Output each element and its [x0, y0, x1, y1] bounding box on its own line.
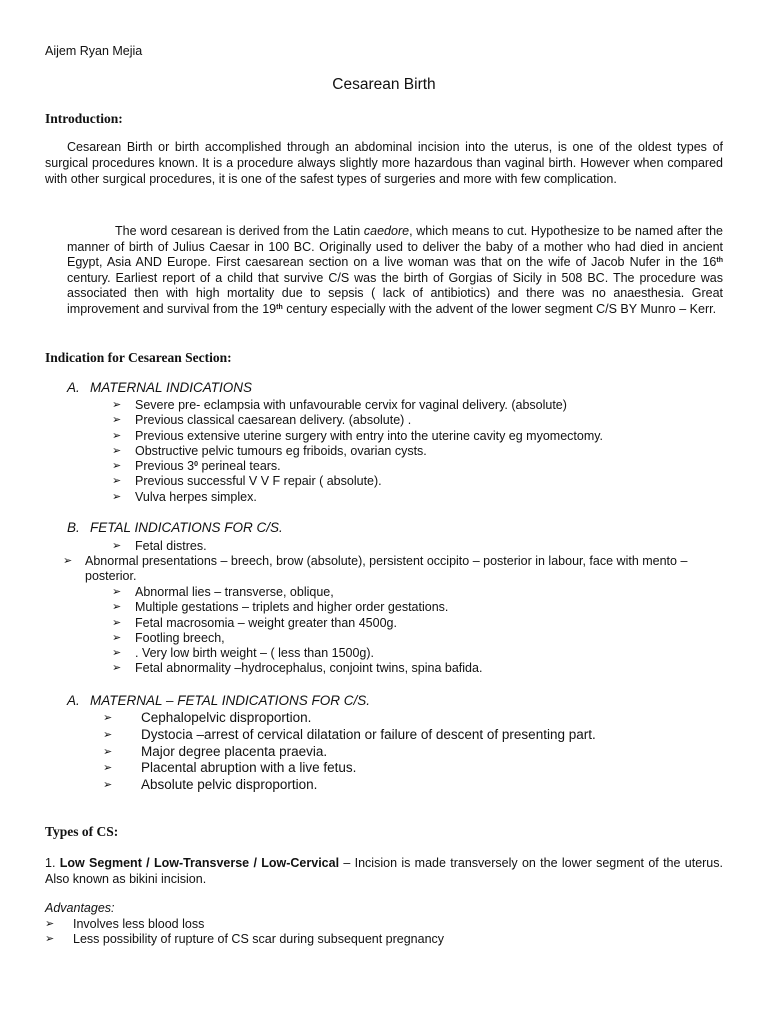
intro-paragraph-2	[67, 224, 723, 317]
list-item: ➢ Previous classical caesarean delivery. (absolute) .	[112, 413, 412, 428]
arrow-bullet-icon: ➢	[112, 662, 122, 675]
arrow-bullet-icon: ➢	[112, 490, 122, 503]
author-name: Aijem Ryan Mejia	[45, 44, 143, 58]
indication-heading: Indication for Cesarean Section:	[45, 350, 232, 365]
p2-italic-word: caedore	[363, 224, 410, 238]
section-title: MATERNAL INDICATIONS	[90, 380, 253, 395]
list-item: ➢ Involves less blood loss	[45, 917, 205, 931]
list-item: ➢ Cephalopelvic disproportion.	[103, 710, 312, 725]
item-description: – Incision is made transversely on the lower segment of the uterus. Also known as bikini incision.	[45, 856, 723, 886]
arrow-bullet-icon: ➢	[112, 601, 122, 614]
fetal-indications-list	[112, 585, 732, 677]
item-bold-title: Low Segment / Low-Transverse / Low-Cervical	[59, 856, 340, 870]
list-item: ➢ Fetal macrosomia – weight greater than 4500g.	[112, 615, 397, 630]
advantages-label: Advantages:	[45, 901, 115, 915]
introduction-heading: Introduction:	[45, 111, 123, 126]
list-item: ➢ Previous $3^0$ perineal tears.	[112, 459, 281, 474]
section-letter: B.	[67, 520, 80, 535]
list-item: ➢ Dystocia –arrest of cervical dilatation or failure of descent of presenting part.	[103, 726, 596, 742]
list-item: ➢ Fetal abnormality –hydrocephalus, conjoint twins, spina bafida.	[112, 661, 483, 676]
section-title: MATERNAL – FETAL INDICATIONS FOR C/S.	[90, 693, 371, 708]
list-item: ➢ Less possibility of rupture of CS scar during subsequent pregnancy	[45, 932, 445, 947]
arrow-bullet-icon: ➢	[112, 414, 122, 427]
maternal-fetal-indications-title	[67, 693, 370, 708]
list-item: ➢ Previous extensive uterine surgery with entry into the uterine cavity eg myomectomy.	[112, 428, 604, 443]
arrow-bullet-icon: ➢	[103, 728, 113, 741]
maternal-fetal-indications-list	[103, 710, 723, 794]
list-item: ➢ Obstructive pelvic tumours eg friboids, ovarian cysts.	[112, 443, 427, 458]
p2-text-a: The word cesarean is derived from the Latin	[115, 224, 364, 238]
arrow-bullet-icon: ➢	[45, 918, 55, 930]
document-title: Cesarean Birth	[332, 76, 436, 93]
section-letter: A.	[67, 380, 80, 395]
list-item: ➢ Abnormal lies – transverse, oblique,	[112, 585, 334, 599]
list-item: ➢ Footling breech,	[112, 630, 225, 645]
arrow-bullet-icon: ➢	[112, 616, 122, 629]
arrow-bullet-icon: ➢	[112, 399, 122, 411]
list-item: ➢ Fetal distres.	[112, 539, 207, 553]
p2-superscript-2: th	[276, 303, 283, 311]
list-item: ➢ Severe pre- eclampsia with unfavourable cervix for vaginal delivery. (absolute)	[112, 398, 567, 412]
arrow-bullet-icon: ➢	[112, 631, 122, 644]
intro-paragraph-1: Cesarean Birth or birth accomplished through an abdominal incision into the uterus, is one of the oldest types of surgical procedures known. It is a procedure always slightly more hazardous than vaginal birth. However when compared with other surgical procedures, it is one of the safest types of surgeries and more with few complication.	[45, 140, 723, 186]
arrow-bullet-icon: ➢	[63, 555, 73, 567]
arrow-bullet-icon: ➢	[103, 745, 113, 758]
arrow-bullet-icon: ➢	[112, 429, 122, 442]
maternal-indications-list	[112, 398, 732, 505]
maternal-indications-title	[67, 380, 252, 395]
fetal-first-list	[112, 539, 732, 554]
fetal-outer-list	[63, 554, 723, 585]
list-item: ➢ Abnormal presentations – breech, brow (absolute), persistent occipito – posterior in labour, face with mento – posterior.	[63, 554, 688, 584]
arrow-bullet-icon: ➢	[112, 647, 122, 660]
advantages-list	[45, 917, 723, 948]
section-title: FETAL INDICATIONS FOR C/S.	[90, 520, 283, 535]
arrow-bullet-icon: ➢	[103, 762, 113, 775]
types-heading: Types of CS:	[45, 824, 119, 839]
list-item: ➢ Absolute pelvic disproportion.	[103, 777, 318, 793]
arrow-bullet-icon: ➢	[45, 933, 55, 946]
arrow-bullet-icon: ➢	[112, 475, 122, 488]
arrow-bullet-icon: ➢	[112, 586, 122, 598]
arrow-bullet-icon: ➢	[103, 712, 113, 724]
p2-superscript-1: th	[716, 257, 723, 264]
arrow-bullet-icon: ➢	[112, 444, 122, 457]
list-item: ➢ Multiple gestations – triplets and higher order gestations.	[112, 600, 449, 615]
section-letter: A.	[67, 693, 80, 708]
list-item: ➢ . Very low birth weight – ( less than 1500g).	[112, 646, 375, 661]
arrow-bullet-icon: ➢	[112, 460, 122, 473]
list-item: ➢ Placental abruption with a live fetus.	[103, 760, 357, 776]
item-number: 1.	[45, 856, 60, 870]
list-item: ➢ Previous successful V V F repair ( absolute).	[112, 474, 382, 489]
arrow-bullet-icon: ➢	[112, 540, 122, 552]
p2-text-d: century especially with the advent of the lower segment C/S BY Munro – Kerr.	[282, 301, 717, 316]
fetal-indications-title	[67, 520, 283, 535]
p2-text-c: century. Earliest report of a child that survive C/S was the birth of Gorgias of Sicily in 508 BC. The procedure was associated then with high mortality due to sepsis ( lack of antibiotics) and there was no anaesthesia. Great improvement and survival from the 19	[67, 270, 723, 316]
p2-text-b: , which means to cut. Hypothesize to be named after the manner of birth of Julius Caesar in 100 BC. Originally used to deliver the baby of a mother who had died in ancient Egypt, Asia AND Europe. First caesarean section on a live woman was that on the wife of Jacob Nufer in the 16	[67, 224, 723, 269]
arrow-bullet-icon: ➢	[103, 779, 113, 792]
list-item: ➢ Vulva herpes simplex.	[112, 489, 257, 504]
list-item: ➢ Major degree placenta praevia.	[103, 743, 328, 759]
types-item-1	[45, 855, 723, 887]
